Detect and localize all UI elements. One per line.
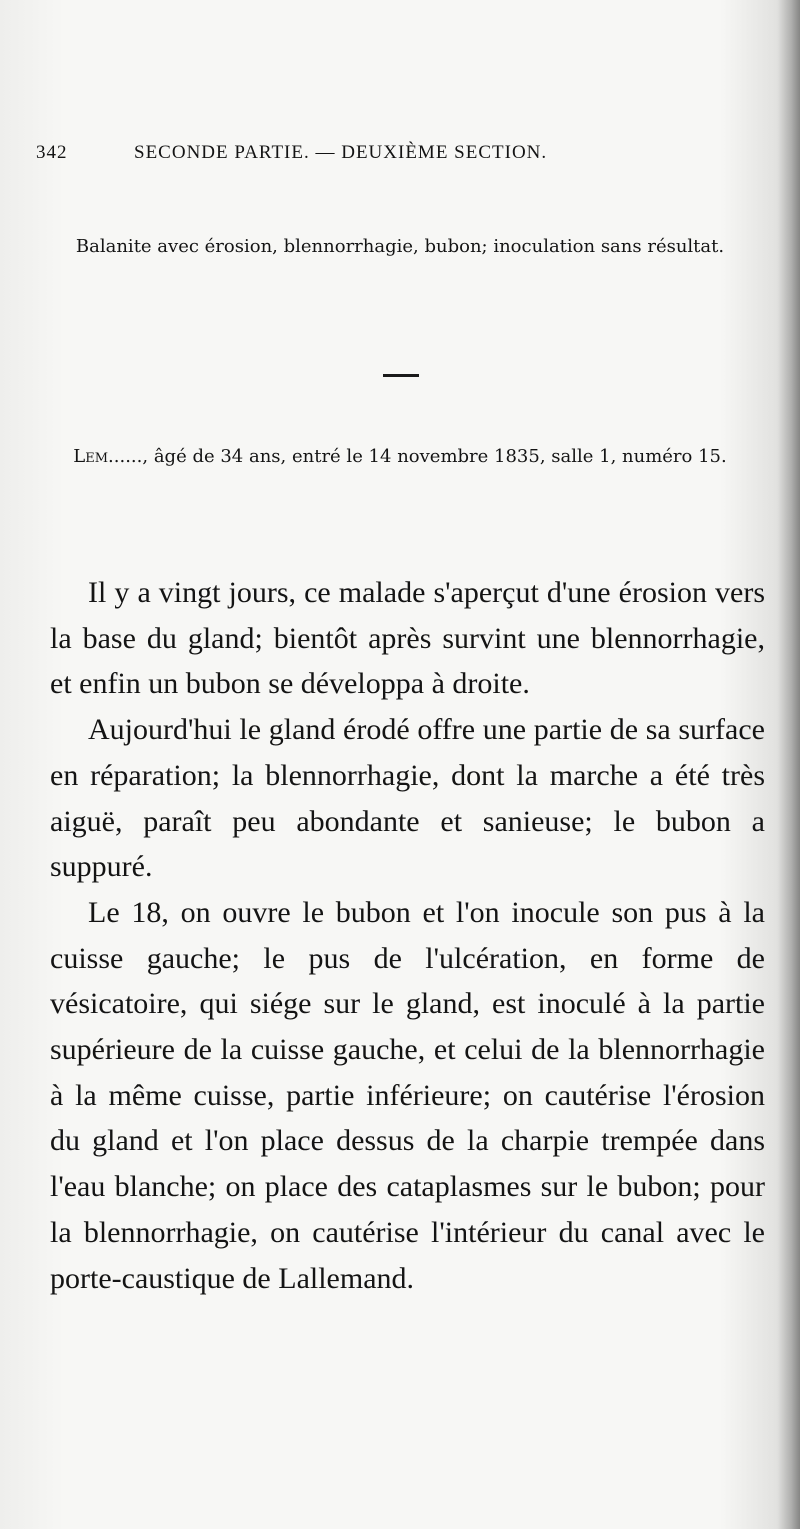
page-spine-shadow — [778, 0, 800, 1529]
patient-info — [50, 440, 750, 474]
patient-details: , âgé de 34 ans, entré le 14 novembre 1835, salle 1, numéro 15. — [142, 446, 727, 467]
paragraph-2: Aujourd'hui le gland érodé offre une partie de sa surface en réparation; la blennorrhagie, dont la marche a été très aiguë, paraît peu abondante et sanieuse; le bubon a suppuré. — [50, 713, 765, 884]
separator-rule — [383, 374, 419, 377]
paragraph-3: Le 18, on ouvre le bubon et l'on inocule son pus à la cuisse gauche; le pus de l'ulcération, en forme de vésicatoire, qui siége sur le gland, est inoculé à la partie supérieure de la cuisse gauche, et celui de la blennorrhagie à la même cuisse, partie inférieure; on cautérise l'érosion du gland et l'on place dessus de la charpie trempée dans l'eau blanche; on place des cataplasmes sur le bubon; pour la blennorrhagie, on cautérise l'intérieur du canal avec le porte-caustique de Lallemand. — [50, 895, 765, 1295]
running-head — [36, 142, 756, 172]
running-head-text: SECONDE PARTIE. — DEUXIÈME SECTION. — [134, 142, 548, 163]
page-number: 342 — [36, 142, 68, 163]
paragraph-1: Il y a vingt jours, ce malade s'aperçut d'une érosion vers la base du gland; bientôt après survint une blennorrhagie, et enfin un bubon se développa à droite. — [50, 576, 765, 701]
case-title: Balanite avec érosion, blennorrhagie, bubon; inoculation sans résultat. — [75, 236, 725, 257]
patient-name: Lem...... — [73, 446, 143, 467]
body-text — [50, 570, 765, 1301]
